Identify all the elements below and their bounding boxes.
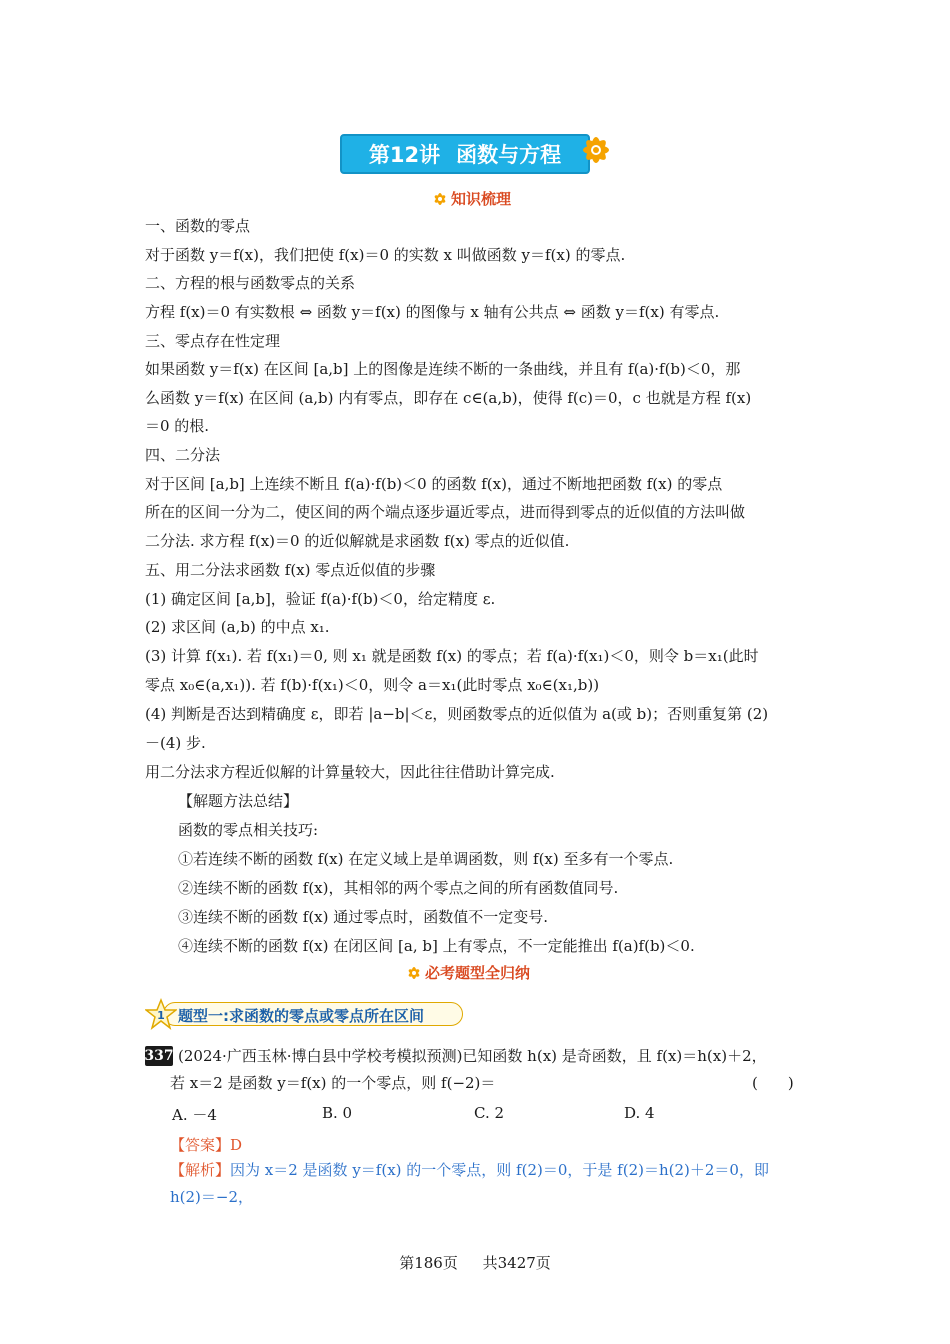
flower-small-icon	[432, 191, 448, 207]
title-box	[340, 134, 590, 174]
type-label: 题型一:求函数的零点或零点所在区间	[178, 1007, 425, 1025]
text-line: ＝0 的根.	[145, 417, 210, 435]
type-number: 1	[157, 1009, 165, 1022]
section-head-types	[406, 962, 530, 983]
method-line: ③连续不断的函数 f(x) 通过零点时，函数值不一定变号.	[178, 908, 549, 926]
lecture-title	[340, 134, 610, 176]
page-total: 共3427页	[482, 1254, 551, 1272]
text-line: (4) 判断是否达到精确度 ε，即若 |a−b|＜ε，则函数零点的近似值为 a(或 b)；否则重复第 (2)	[145, 705, 769, 723]
answer-paren: ( )	[752, 1074, 794, 1092]
page-footer	[0, 1252, 950, 1273]
text-line: －(4) 步.	[145, 734, 206, 752]
option-c: C. 2	[474, 1104, 505, 1122]
text-line: (1) 确定区间 [a,b]，验证 f(a)·f(b)＜0，给定精度 ε.	[145, 590, 496, 608]
lecture-topic: 函数与方程	[456, 143, 562, 167]
flower-small-icon	[406, 965, 422, 981]
text-line: 二分法. 求方程 f(x)＝0 的近似解就是求函数 f(x) 零点的近似值.	[145, 532, 570, 550]
text-line: (3) 计算 f(x₁). 若 f(x₁)＝0, 则 x₁ 就是函数 f(x) 的零点；若 f(a)·f(x₁)＜0，则令 b＝x₁(此时	[145, 647, 759, 665]
text-line: 么函数 y＝f(x) 在区间 (a,b) 内有零点，即存在 c∈(a,b)，使得 f(c)＝0，c 也就是方程 f(x)	[145, 389, 752, 407]
answer	[170, 1134, 242, 1155]
text-line: 四、二分法	[145, 446, 221, 464]
method-heading: 【解题方法总结】	[178, 792, 299, 810]
option-b: B. 0	[322, 1104, 353, 1122]
text-line: 对于函数 y＝f(x)，我们把使 f(x)＝0 的实数 x 叫做函数 y＝f(x) 的零点.	[145, 246, 626, 264]
text-line: 方程 f(x)＝0 有实数根 ⇔ 函数 y＝f(x) 的图像与 x 轴有公共点 ⇔ 函数 y＝f(x) 有零点.	[145, 303, 720, 321]
text-line: 三、零点存在性定理	[145, 332, 281, 350]
method-line: ④连续不断的函数 f(x) 在闭区间 [a, b] 上有零点，不一定能推出 f(a)f(b)＜0.	[178, 937, 695, 955]
question-line: 若 x＝2 是函数 y＝f(x) 的一个零点，则 f(−2)＝	[170, 1074, 496, 1092]
answer-tag: 【答案】	[170, 1136, 231, 1154]
method-line: 函数的零点相关技巧:	[178, 821, 319, 839]
star-icon	[145, 998, 177, 1030]
analysis-line: h(2)＝−2，	[170, 1188, 254, 1206]
answer-value: D	[230, 1136, 243, 1154]
section-head-label: 必考题型全归纳	[425, 964, 531, 982]
section-head-knowledge	[432, 188, 511, 209]
section-head-label: 知识梳理	[451, 190, 512, 208]
text-line: 用二分法求方程近似解的计算量较大，因此往往借助计算完成.	[145, 763, 555, 781]
analysis-text: 因为 x＝2 是函数 y＝f(x) 的一个零点，则 f(2)＝0，于是 f(2)＝h(2)＋2＝0，即	[230, 1161, 769, 1179]
text-line: 五、用二分法求函数 f(x) 零点近似值的步骤	[145, 561, 436, 579]
text-line: 所在的区间一分为二，使区间的两个端点逐步逼近零点，进而得到零点的近似值的方法叫做	[145, 503, 746, 521]
text-line: 如果函数 y＝f(x) 在区间 [a,b] 上的图像是连续不断的一条曲线，并且有 f(a)·f(b)＜0，那	[145, 360, 741, 378]
analysis-line	[170, 1160, 769, 1180]
method-line: ①若连续不断的函数 f(x) 在定义域上是单调函数，则 f(x) 至多有一个零点.	[178, 850, 674, 868]
text-line: 零点 x₀∈(a,x₁)). 若 f(b)·f(x₁)＜0，则令 a＝x₁(此时零点 x₀∈(x₁,b))	[145, 676, 600, 694]
text-line: 二、方程的根与函数零点的关系	[145, 274, 356, 292]
question-line: (2024·广西玉林·博白县中学校考模拟预测)已知函数 h(x) 是奇函数，且 f(x)＝h(x)＋2，	[178, 1047, 767, 1065]
flower-icon	[576, 130, 616, 170]
page-number: 第186页	[399, 1254, 458, 1272]
question-type-banner	[145, 998, 465, 1030]
option-d: D. 4	[624, 1104, 655, 1122]
analysis-tag: 【解析】	[170, 1161, 231, 1179]
option-a: A. －4	[172, 1106, 217, 1124]
question-number: 337	[144, 1048, 174, 1064]
text-line: 一、函数的零点	[145, 217, 251, 235]
method-line: ②连续不断的函数 f(x)，其相邻的两个零点之间的所有函数值同号.	[178, 879, 619, 897]
text-line: 对于区间 [a,b] 上连续不断且 f(a)·f(b)＜0 的函数 f(x)，通过不断地把函数 f(x) 的零点	[145, 475, 723, 493]
text-line: (2) 求区间 (a,b) 的中点 x₁.	[145, 618, 330, 636]
lecture-number: 第12讲	[368, 143, 441, 167]
